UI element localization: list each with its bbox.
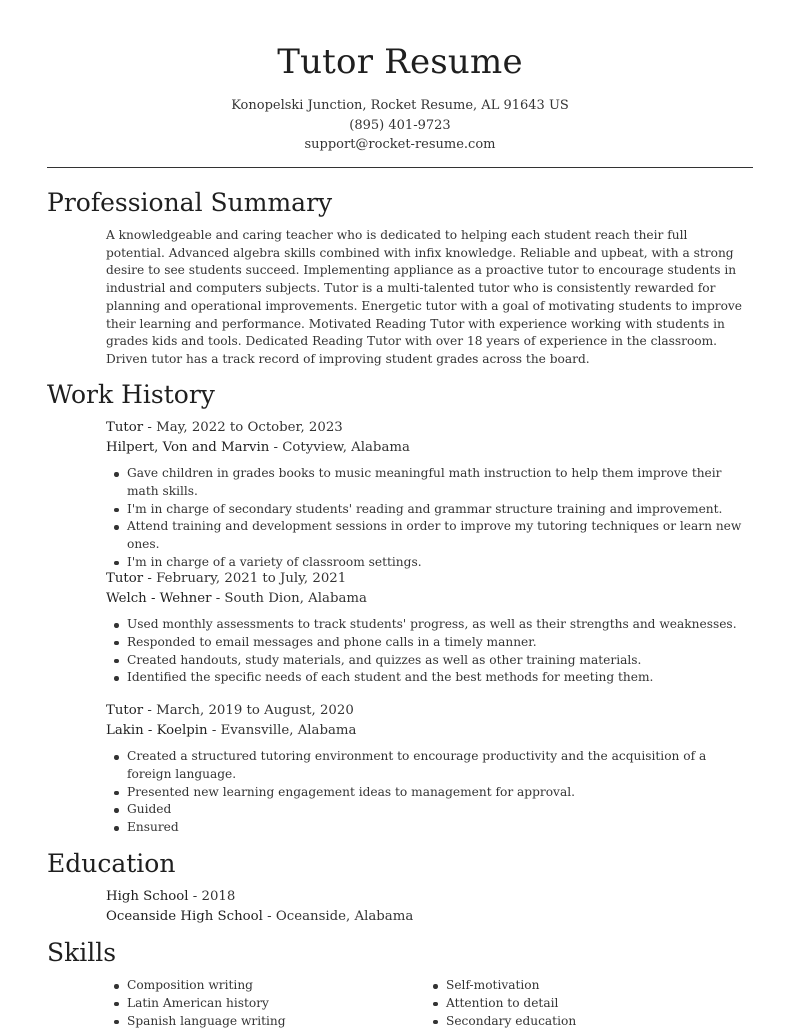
- job-employer: Hilpert, Von and Marvin: [106, 440, 270, 455]
- job-role: Tutor: [106, 420, 144, 435]
- skill-item: Secondary education: [446, 1013, 800, 1031]
- list-item: Created a structured tutoring environment to encourage productivity and the acquisition of a foreign language.: [127, 748, 752, 784]
- job-role: Tutor: [106, 703, 144, 718]
- section-title-summary: Professional Summary: [47, 188, 333, 217]
- list-item: Identified the specific needs of each student and the best methods for meeting them.: [127, 669, 752, 687]
- skill-item: Latin American history: [127, 995, 752, 1013]
- list-item: Used monthly assessments to track students' progress, as well as their strengths and weaknesses.: [127, 616, 752, 634]
- education-year: - 2018: [188, 889, 236, 904]
- list-item: Ensured: [127, 819, 752, 837]
- section-title-skills: Skills: [47, 938, 117, 967]
- job-employer: Welch - Wehner: [106, 591, 212, 606]
- list-item: Guided: [127, 801, 752, 819]
- phone: (895) 401-9723: [349, 117, 451, 133]
- job-title-line: [106, 570, 346, 588]
- list-item: Presented new learning engagement ideas to management for approval.: [127, 784, 752, 802]
- skill-item: Self-motivation: [446, 977, 800, 995]
- summary-text: A knowledgeable and caring teacher who is dedicated to helping each student reach their full potential. Advanced algebra skills combined with infix knowledge. Reliable and upbeat, with a strong desire to see students succeed. Implementing appliance as a proactive tutor to encourage students in industrial and computers subjects. Tutor is a multi-talented tutor who is consistently rewarded for planning and operational improvements. Energetic tutor with a goal of motivating students to improve their learning and performance. Motivated Reading Tutor with experience working with students in grades kids and tools. Dedicated Reading Tutor with over 18 years of experience in the classroom. Driven tutor has a track record of improving student grades across the board.: [106, 228, 743, 366]
- resume-name: Tutor Resume: [277, 42, 523, 82]
- job-employer: Lakin - Koelpin: [106, 723, 208, 738]
- resume-header: [0, 0, 800, 155]
- email: support@rocket-resume.com: [304, 137, 496, 152]
- section-title-work-history: Work History: [47, 380, 215, 409]
- job-bullets: [127, 748, 752, 837]
- job-employer-line: [106, 722, 356, 740]
- job-dates: - February, 2021 to July, 2021: [143, 571, 347, 586]
- job-dates: - March, 2019 to August, 2020: [143, 703, 354, 718]
- education-degree: High School: [106, 889, 189, 904]
- job-location: - Evansville, Alabama: [207, 723, 357, 738]
- job-bullets: [127, 465, 752, 572]
- address: Konopelski Junction, Rocket Resume, AL 91643 US: [231, 98, 569, 113]
- skill-item: Composition writing: [127, 977, 752, 995]
- job-employer-line: [106, 439, 410, 457]
- section-title-education: Education: [47, 849, 176, 878]
- list-item: Created handouts, study materials, and quizzes as well as other training materials.: [127, 652, 752, 670]
- skills-list-right: [446, 977, 800, 1030]
- contact-block: [0, 96, 800, 155]
- job-title-line: [106, 419, 343, 437]
- job-employer-line: [106, 590, 367, 608]
- job-bullets: [127, 616, 752, 687]
- education-school: Oceanside High School: [106, 909, 263, 924]
- list-item: I'm in charge of a variety of classroom settings.: [127, 554, 752, 572]
- skill-item: Spanish language writing: [127, 1013, 752, 1031]
- list-item: Gave children in grades books to music meaningful math instruction to help them improve their math skills.: [127, 465, 752, 501]
- list-item: Attend training and development sessions in order to improve my tutoring techniques or learn new ones.: [127, 518, 752, 554]
- list-item: Responded to email messages and phone calls in a timely manner.: [127, 634, 752, 652]
- skill-item: Attention to detail: [446, 995, 800, 1013]
- list-item: I'm in charge of secondary students' reading and grammar structure training and improvement.: [127, 501, 752, 519]
- job-role: Tutor: [106, 571, 144, 586]
- education-degree-line: [106, 888, 235, 906]
- header-divider: [47, 167, 753, 168]
- job-title-line: [106, 702, 354, 720]
- education-school-line: [106, 908, 413, 926]
- job-location: - Cotyview, Alabama: [269, 440, 410, 455]
- education-location: - Oceanside, Alabama: [262, 909, 414, 924]
- job-location: - South Dion, Alabama: [211, 591, 367, 606]
- job-dates: - May, 2022 to October, 2023: [143, 420, 343, 435]
